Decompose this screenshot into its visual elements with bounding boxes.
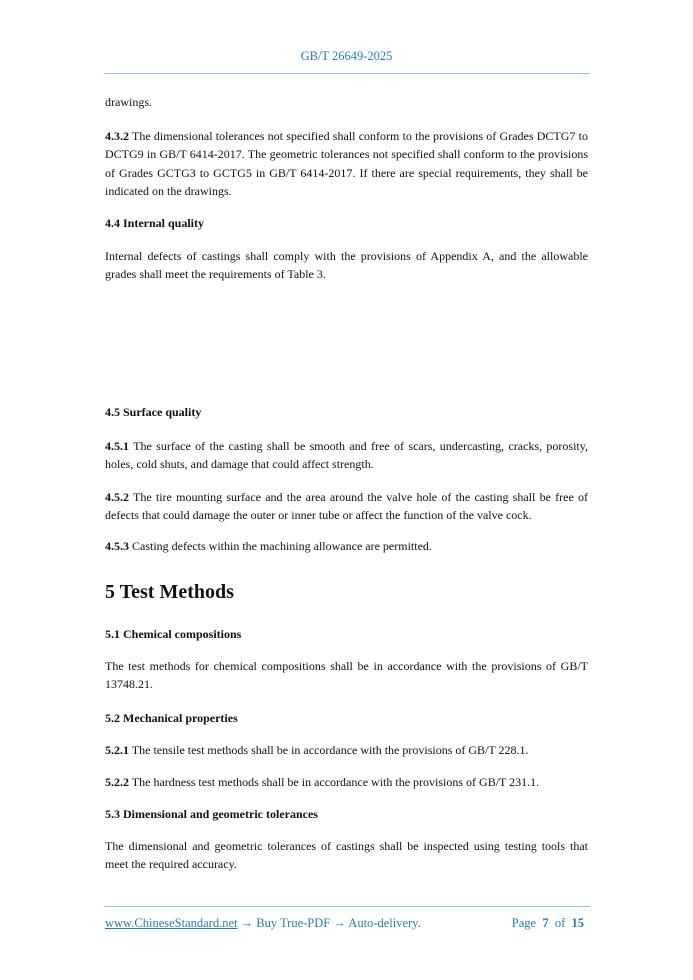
clause-4-5-1 [105,437,588,474]
paragraph: drawings. [105,95,152,109]
current-page: 7 [542,916,549,930]
clause-text: The hardness test methods shall be in accordance with the provisions of GB/T 231.1. [129,775,540,789]
of-label: of [554,916,566,930]
paragraph: The dimensional and geometric tolerances of castings shall be inspected using testing tools that meet the required accuracy. [105,839,588,872]
total-pages: 15 [571,916,584,930]
page-label: Page [511,916,537,930]
clause-number: 4.3.2 [105,129,129,143]
paragraph: Internal defects of castings shall comply with the provisions of Appendix A, and the allowable grades shall meet the requirements of Table 3. [105,249,588,282]
page-footer [105,916,588,931]
paragraph: The test methods for chemical compositions shall be in accordance with the provisions of GB/T 13748.21. [105,659,588,692]
clause-text: The surface of the casting shall be smooth and free of scars, undercasting, cracks, porosity, holes, cold shuts, and damage that could affect strength. [105,439,588,472]
clause-4-5-3 [105,537,588,555]
chapter-heading-5: 5 Test Methods [105,581,234,603]
clause-number: 4.5.1 [105,439,129,453]
clause-5-2-2 [105,773,588,791]
website-link[interactable]: www.ChineseStandard.net [105,916,238,930]
section-heading-4-4: 4.4 Internal quality [105,216,205,230]
clause-number: 4.5.3 [105,539,129,553]
clause-5-2-1 [105,741,588,759]
section-heading-5-1: 5.1 Chemical compositions [105,627,242,641]
clause-number: 4.5.2 [105,490,129,504]
clause-text: Casting defects within the machining allowance are permitted. [129,539,432,553]
footer-tagline: → Buy True-PDF → Auto-delivery. [237,916,421,930]
section-heading-4-5: 4.5 Surface quality [105,405,202,419]
section-heading-5-3: 5.3 Dimensional and geometric tolerances [105,807,318,821]
footer-divider [104,906,590,907]
header-divider [104,73,590,74]
clause-text: The dimensional tolerances not specified shall conform to the provisions of Grades DCTG7 to DCTG9 in GB/T 6414-2017. The geometric tolerances not specified shall conform to the provisions of Grades GCTG3 to GCTG5 in GB/T 6414-2017. If there are special requirements, they shall be indicated on the drawings. [105,129,588,198]
clause-text: The tire mounting surface and the area around the valve hole of the casting shall be free of defects that could damage the outer or inner tube or affect the function of the valve cock. [105,490,588,523]
section-heading-5-2: 5.2 Mechanical properties [105,711,238,725]
clause-text: The tensile test methods shall be in accordance with the provisions of GB/T 228.1. [129,743,529,757]
clause-number: 5.2.1 [105,743,129,757]
clause-number: 5.2.2 [105,775,129,789]
footer-promo [105,916,421,931]
clause-4-3-2 [105,127,588,200]
page-number [512,916,588,931]
clause-4-5-2 [105,488,588,525]
page-header-title: GB/T 26649-2025 [300,49,393,63]
